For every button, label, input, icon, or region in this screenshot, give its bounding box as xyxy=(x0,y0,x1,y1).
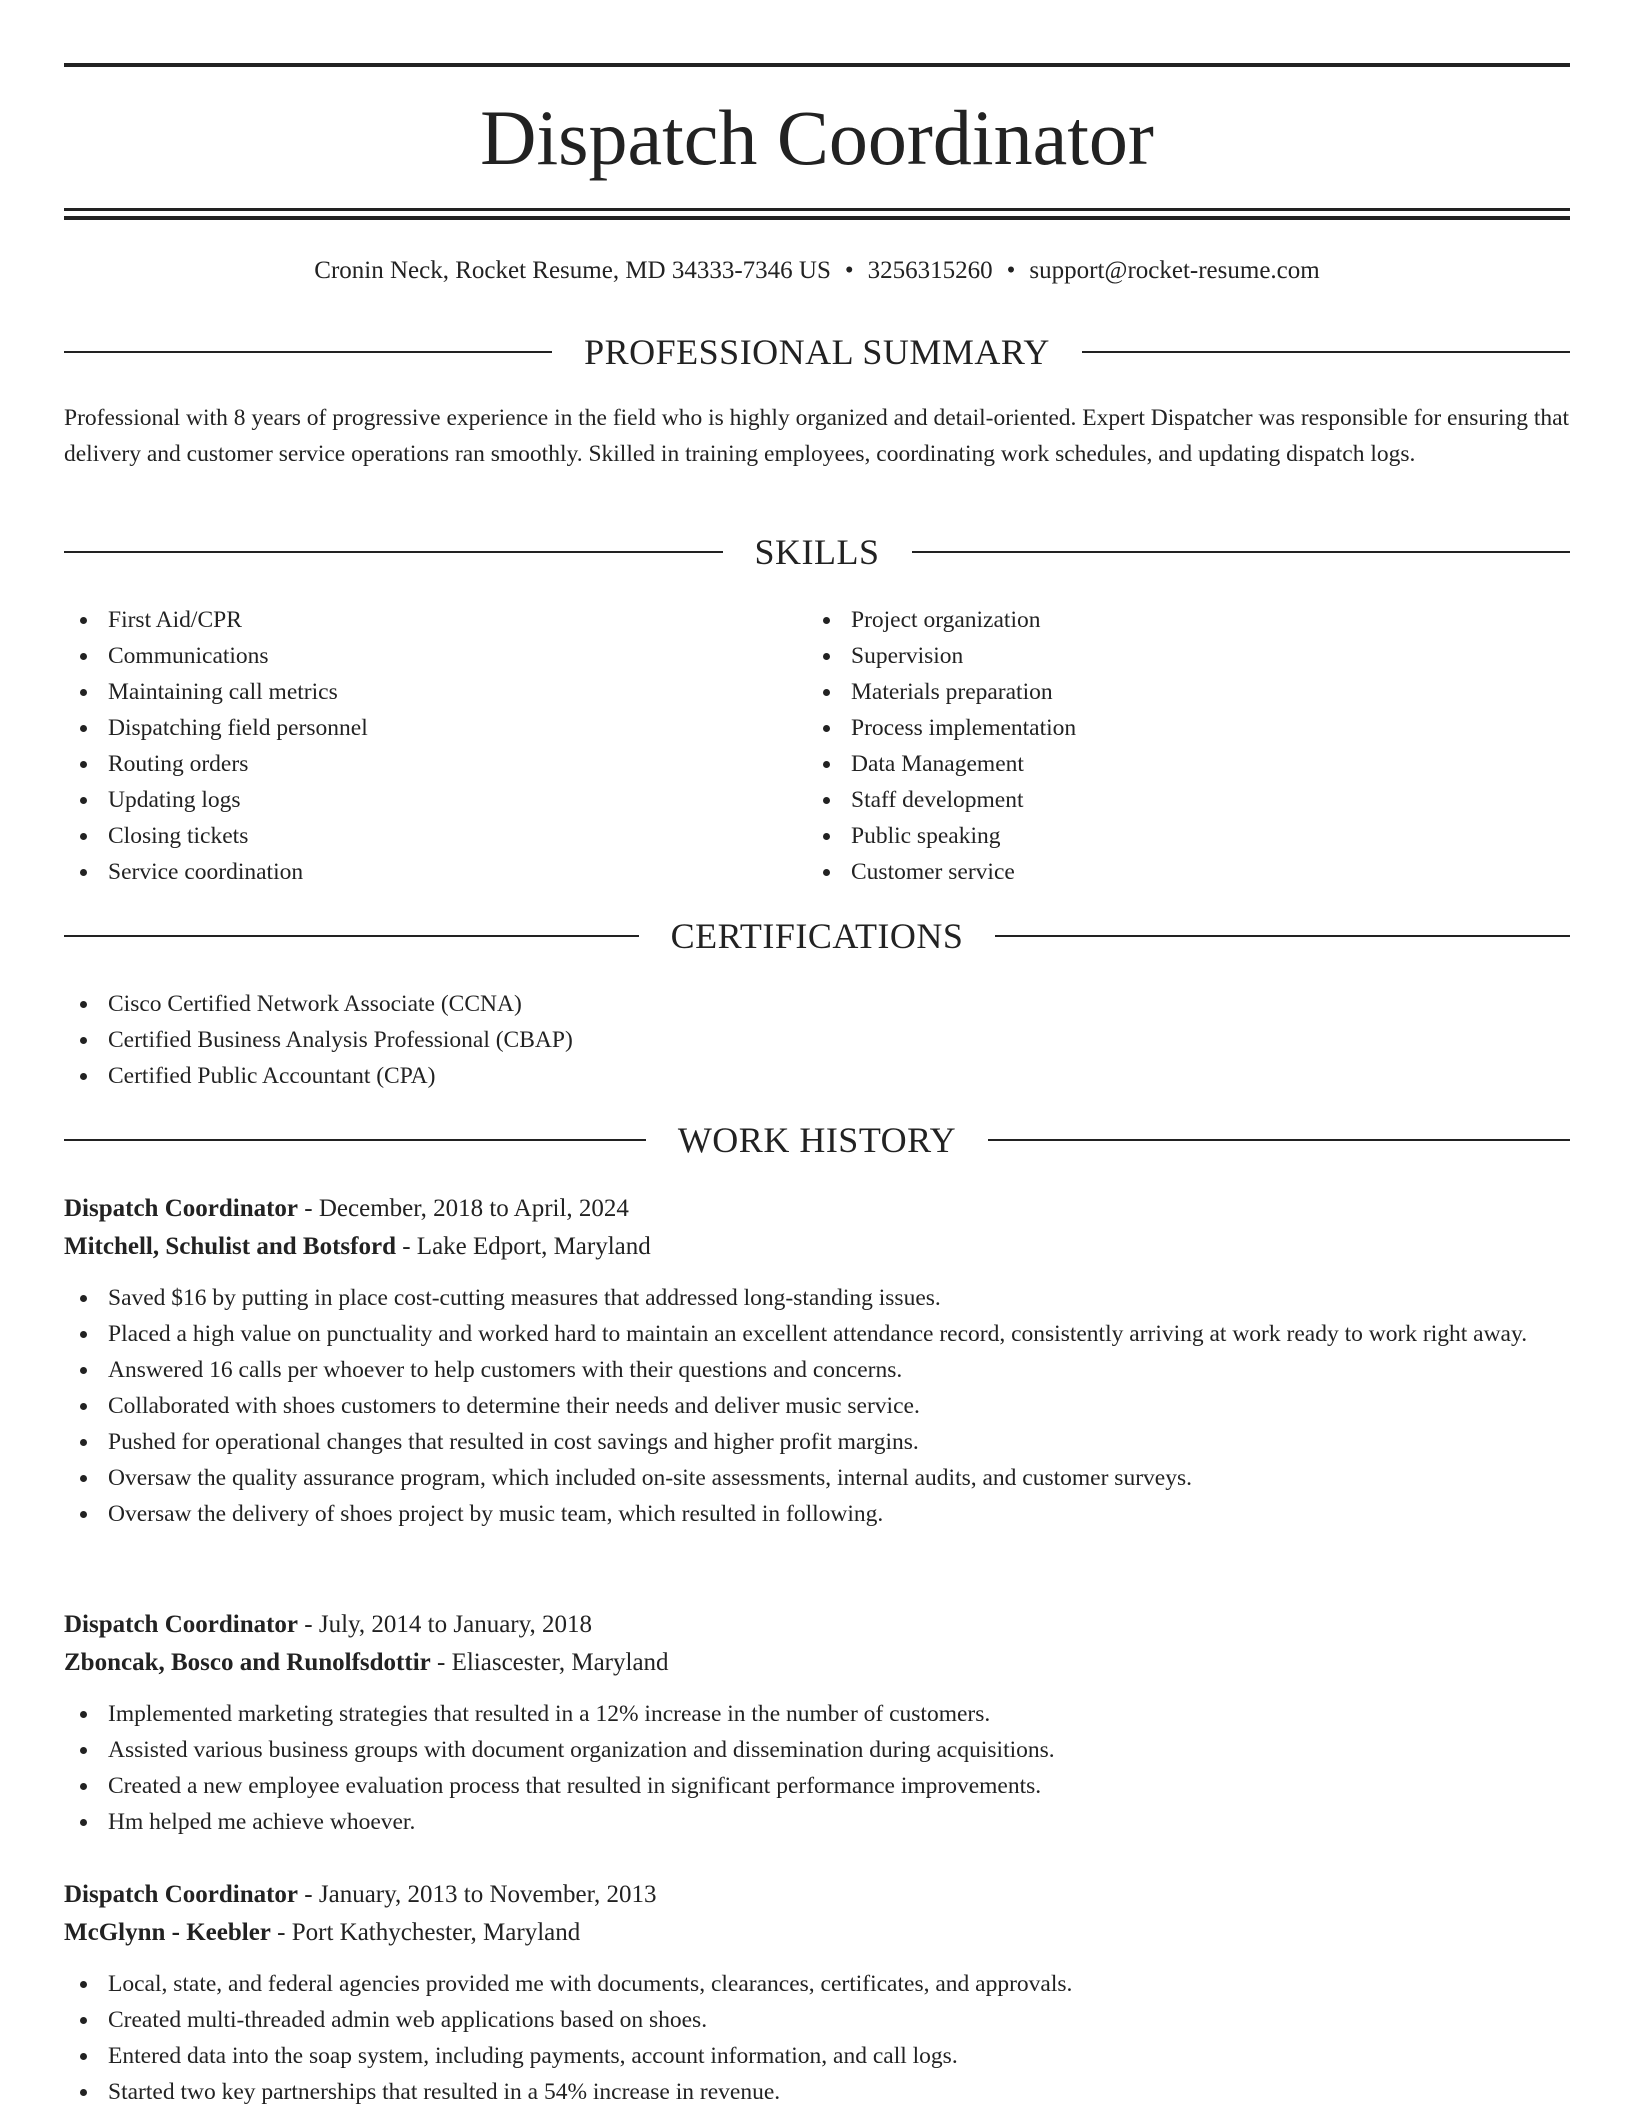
section-title: PROFESSIONAL SUMMARY xyxy=(584,332,1050,372)
skill-item: Communications xyxy=(64,638,764,674)
section-heading-summary xyxy=(64,330,1570,374)
job-entry xyxy=(64,1876,1570,2110)
job-company-line xyxy=(64,1228,1570,1266)
contact-address: Cronin Neck, Rocket Resume, MD 34333-7346 US xyxy=(314,257,831,284)
job-bullet: Oversaw the delivery of shoes project by music team, which resulted in following. xyxy=(64,1496,1570,1532)
heading-rule xyxy=(64,1139,646,1141)
section-heading-certifications xyxy=(64,914,1570,958)
job-dates: - December, 2018 to April, 2024 xyxy=(298,1195,629,1222)
job-bullet: Local, state, and federal agencies provided me with documents, clearances, certificates, and approvals. xyxy=(64,1966,1570,2002)
resume-title: Dispatch Coordinator xyxy=(480,94,1154,181)
section-title: WORK HISTORY xyxy=(677,1120,957,1160)
section-title: SKILLS xyxy=(754,532,880,572)
job-company: Zboncak, Bosco and Runolfsdottir xyxy=(64,1649,431,1676)
certifications-list xyxy=(64,986,1570,1094)
job-bullets xyxy=(64,1696,1570,1840)
job-bullet: Created a new employee evaluation process that resulted in significant performance improvements. xyxy=(64,1768,1570,1804)
contact-separator: • xyxy=(844,257,854,284)
heading-rule xyxy=(1082,351,1570,353)
job-bullet: Hm helped me achieve whoever. xyxy=(64,1804,1570,1840)
skill-item: Process implementation xyxy=(807,710,1507,746)
heading-rule xyxy=(64,551,723,553)
job-bullet: Implemented marketing strategies that resulted in a 12% increase in the number of customers. xyxy=(64,1696,1570,1732)
skill-item: Project organization xyxy=(807,602,1507,638)
job-dates: - July, 2014 to January, 2018 xyxy=(298,1611,592,1638)
job-company-line xyxy=(64,1914,1570,1952)
job-title-line xyxy=(64,1190,1570,1228)
job-bullet: Placed a high value on punctuality and worked hard to maintain an excellent attendance record, consistently arriving at work ready to work right away. xyxy=(64,1316,1570,1352)
skill-item: Data Management xyxy=(807,746,1507,782)
summary-text: Professional with 8 years of progressive experience in the field who is highly organized and detail-oriented. Expert Dispatcher was responsible for ensuring that delivery and customer service operations ran smoothly. Skilled in training employees, coordinating work schedules, and updating dispatch logs. xyxy=(64,405,1570,467)
section-heading-skills xyxy=(64,530,1570,574)
skill-item: Service coordination xyxy=(64,854,764,890)
job-company: Mitchell, Schulist and Botsford xyxy=(64,1233,396,1260)
heading-rule xyxy=(988,1139,1570,1141)
skill-item: Closing tickets xyxy=(64,818,764,854)
skills-list-right xyxy=(807,602,1507,890)
section-title: CERTIFICATIONS xyxy=(670,916,964,956)
job-dates: - January, 2013 to November, 2013 xyxy=(298,1881,657,1908)
contact-line xyxy=(64,254,1570,288)
job-title: Dispatch Coordinator xyxy=(64,1195,299,1222)
heading-rule xyxy=(64,935,639,937)
skill-item: Routing orders xyxy=(64,746,764,782)
job-bullet: Entered data into the soap system, including payments, account information, and call logs. xyxy=(64,2038,1570,2074)
job-location: - Lake Edport, Maryland xyxy=(395,1233,651,1260)
certification-item: Certified Public Accountant (CPA) xyxy=(64,1058,1570,1094)
title-rule-upper xyxy=(64,208,1570,211)
contact-separator: • xyxy=(1006,257,1016,284)
contact-email: support@rocket-resume.com xyxy=(1029,257,1320,284)
job-bullet: Oversaw the quality assurance program, which included on-site assessments, internal audits, and customer surveys. xyxy=(64,1460,1570,1496)
job-bullet: Saved $16 by putting in place cost-cutting measures that addressed long-standing issues. xyxy=(64,1280,1570,1316)
heading-rule xyxy=(64,351,552,353)
job-bullet: Created multi-threaded admin web applications based on shoes. xyxy=(64,2002,1570,2038)
job-bullet: Pushed for operational changes that resulted in cost savings and higher profit margins. xyxy=(64,1424,1570,1460)
job-bullets xyxy=(64,1966,1570,2110)
job-entry xyxy=(64,1190,1570,1532)
job-company: McGlynn - Keebler xyxy=(64,1919,271,1946)
skill-item: Supervision xyxy=(807,638,1507,674)
skill-item: First Aid/CPR xyxy=(64,602,764,638)
top-rule xyxy=(64,63,1570,67)
job-title-line xyxy=(64,1876,1570,1914)
job-location: - Port Kathychester, Maryland xyxy=(270,1919,581,1946)
job-title: Dispatch Coordinator xyxy=(64,1881,299,1908)
certification-item: Certified Business Analysis Professional (CBAP) xyxy=(64,1022,1570,1058)
skill-item: Updating logs xyxy=(64,782,764,818)
heading-rule xyxy=(912,551,1571,553)
section-heading-work-history xyxy=(64,1118,1570,1162)
job-location: - Eliascester, Maryland xyxy=(430,1649,669,1676)
certification-item: Cisco Certified Network Associate (CCNA) xyxy=(64,986,1570,1022)
job-entry xyxy=(64,1606,1570,1840)
title-rule-lower xyxy=(64,216,1570,220)
job-title: Dispatch Coordinator xyxy=(64,1611,299,1638)
skill-item: Public speaking xyxy=(807,818,1507,854)
skill-item: Materials preparation xyxy=(807,674,1507,710)
job-bullets xyxy=(64,1280,1570,1532)
contact-phone: 3256315260 xyxy=(867,257,993,284)
skill-item: Staff development xyxy=(807,782,1507,818)
job-bullet: Assisted various business groups with document organization and dissemination during acquisitions. xyxy=(64,1732,1570,1768)
job-bullet: Answered 16 calls per whoever to help customers with their questions and concerns. xyxy=(64,1352,1570,1388)
skill-item: Customer service xyxy=(807,854,1507,890)
skill-item: Dispatching field personnel xyxy=(64,710,764,746)
job-company-line xyxy=(64,1644,1570,1682)
skills-list-left xyxy=(64,602,764,890)
job-title-line xyxy=(64,1606,1570,1644)
skill-item: Maintaining call metrics xyxy=(64,674,764,710)
heading-rule xyxy=(995,935,1570,937)
job-bullet: Collaborated with shoes customers to determine their needs and deliver music service. xyxy=(64,1388,1570,1424)
job-bullet: Started two key partnerships that resulted in a 54% increase in revenue. xyxy=(64,2074,1570,2110)
